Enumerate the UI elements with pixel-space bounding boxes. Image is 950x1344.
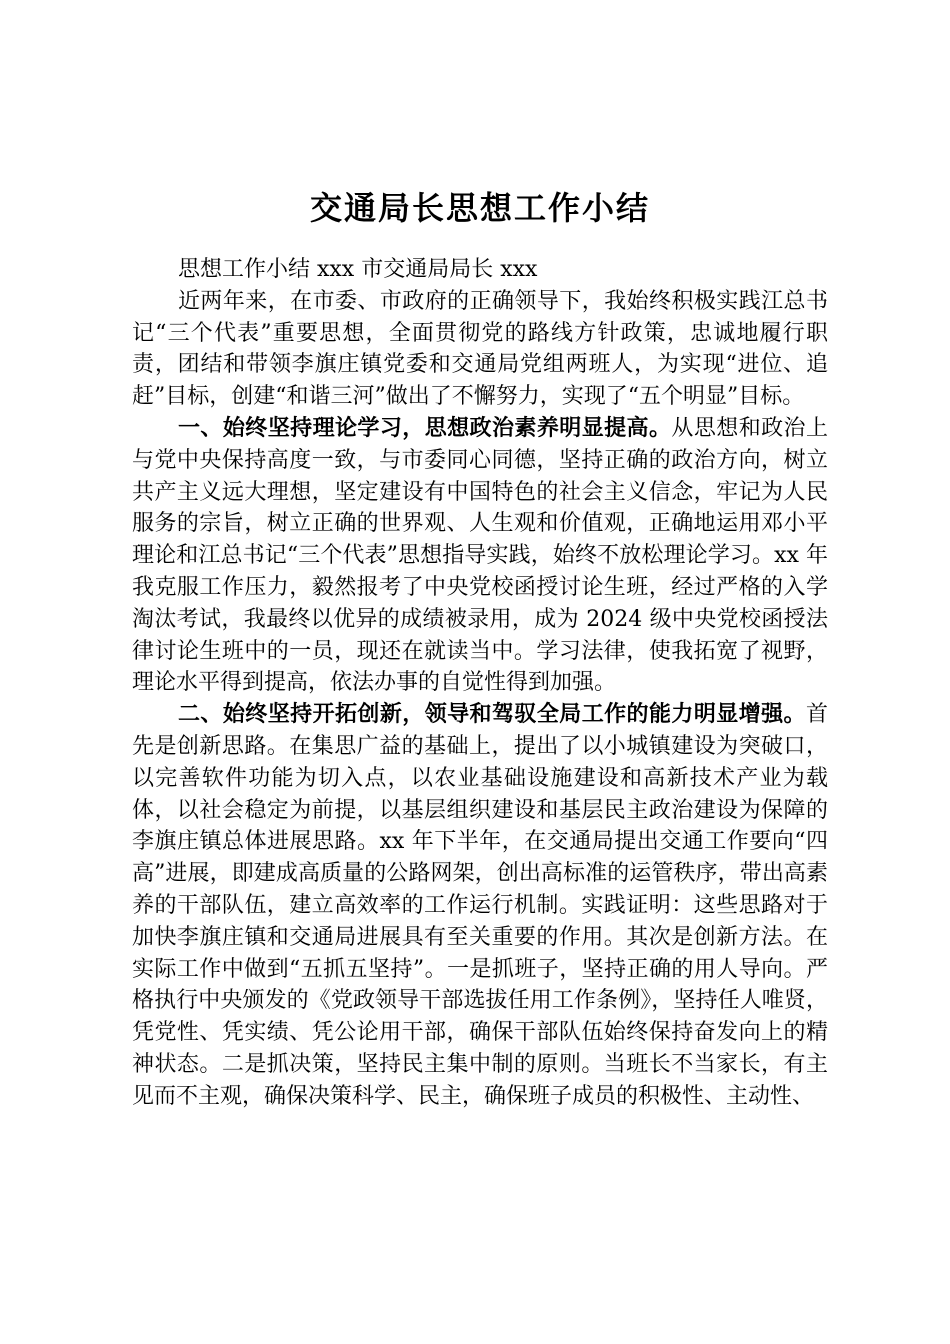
intro-paragraph: 近两年来，在市委、市政府的正确领导下，我始终积极实践江总书记“三个代表”重要思想，全面贯彻党的路线方针政策，忠诚地履行职责，团结和带领李旗庄镇党委和交通局党组两班人，为实现“进位、追赶”目标，创建“和谐三河”做出了不懈努力，实现了“五个明显”目标。 — [132, 288, 828, 410]
section-1-paragraph — [132, 413, 828, 699]
document-byline: 思想工作小结 xxx 市交通局局长 xxx — [178, 257, 538, 282]
document-title: 交通局长思想工作小结 — [309, 189, 650, 227]
section-2-body: 首先是创新思路。在集思广益的基础上，提出了以小城镇建设为突破口，以完善软件功能为切入点，以农业基础设施建设和高新技术产业为载体，以社会稳定为前提，以基层组织建设和基层民主政治建设为保障的李旗庄镇总体进展思路。xx 年下半年，在交通局提出交通工作要向“四高”进展，即建成高质量的公路网架，创出高标准的运管秩序，带出高素养的干部队伍，建立高效率的工作运行机制。实践证明：这些思路对于加快李旗庄镇和交通局进展具有至关重要的作用。其次是创新方法。在实际工作中做到“五抓五坚持”。一是抓班子，坚持正确的用人导向。严格执行中央颁发的《党政领导干部选拔任用工作条例》，坚持任人唯贤，凭党性、凭实绩、凭公论用干部，确保干部队伍始终保持奋发向上的精神状态。二是抓决策，坚持民主集中制的原则。当班长不当家长，有主见而不主观，确保决策科学、民主，确保班子成员的积极性、主动性、 — [132, 702, 828, 1109]
section-1-heading: 一、始终坚持理论学习，思想政治素养明显提高。 — [178, 415, 672, 441]
section-2-paragraph — [132, 699, 828, 1112]
section-1-body: 从思想和政治上与党中央保持高度一致，与市委同心同德，坚持正确的政治方向，树立共产主义远大理想，坚定建设有中国特色的社会主义信念，牢记为人民服务的宗旨，树立正确的世界观、人生观和价值观，正确地运用邓小平理论和江总书记“三个代表”思想指导实践，始终不放松理论学习。xx 年我克服工作压力，毅然报考了中央党校函授讨论生班，经过严格的入学淘汰考试，我最终以优异的成绩被录用，成为 2024 级中央党校函授法律讨论生班中的一员，现还在就读当中。学习法律，使我拓宽了视野，理论水平得到提高，依法办事的自觉性得到加强。 — [132, 415, 828, 696]
section-2-heading: 二、始终坚持开拓创新，领导和驾驭全局工作的能力明显增强。 — [178, 702, 806, 728]
document-page — [132, 178, 828, 1113]
